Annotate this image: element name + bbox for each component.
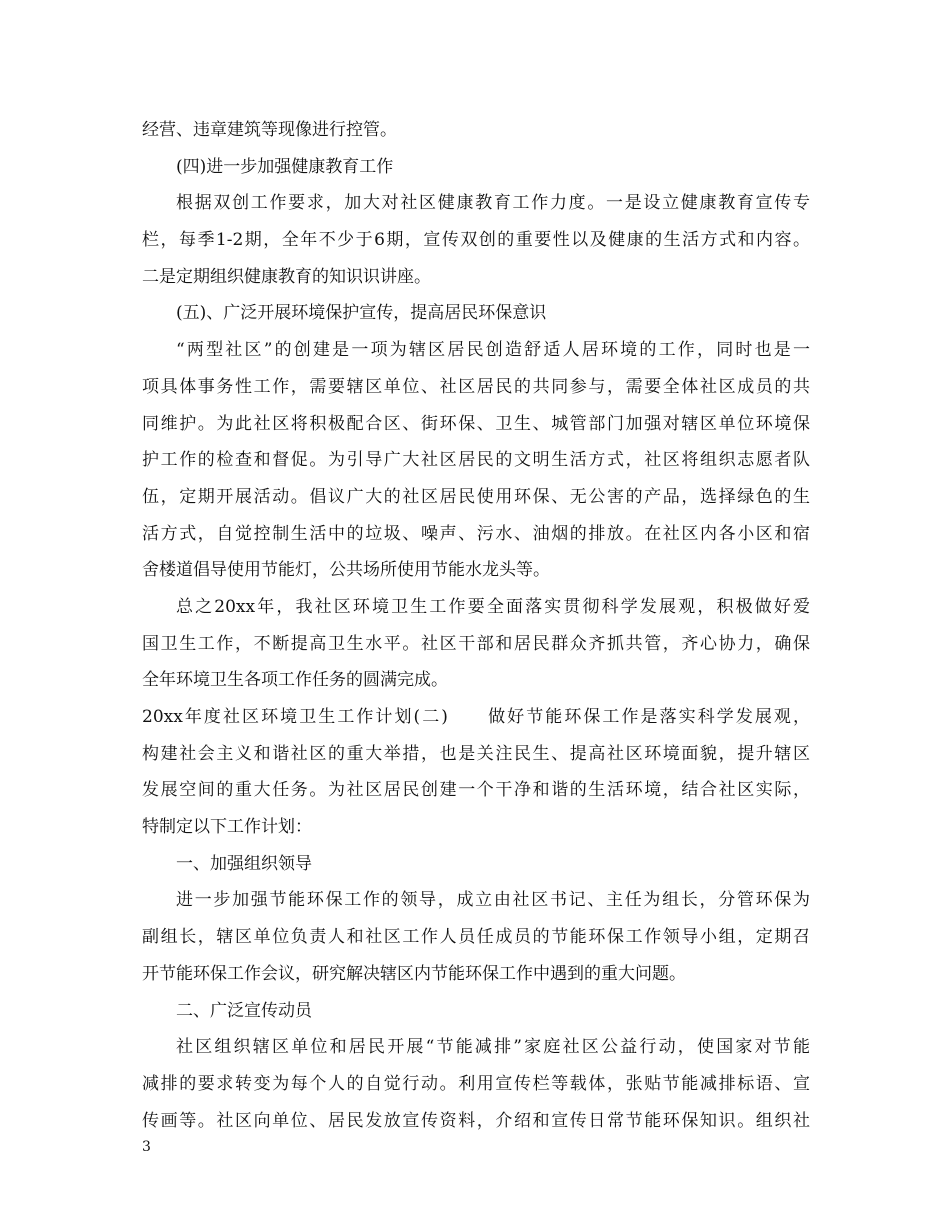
text-line: 项具体事务性工作，需要辖区单位、社区居民的共同参与，需要全体社区成员的共 bbox=[142, 376, 810, 397]
text-line: 社区组织辖区单位和居民开展“节能减排”家庭社区公益行动，使国家对节能 bbox=[176, 1037, 810, 1058]
text-line: 国卫生工作，不断提高卫生水平。社区干部和居民群众齐抓共管，齐心协力，确保 bbox=[142, 633, 810, 654]
text-line: 二、广泛宣传动员 bbox=[176, 1000, 312, 1021]
body-text bbox=[142, 112, 810, 1139]
text-line: 经营、违章建筑等现像进行控管。 bbox=[142, 120, 397, 140]
text-line: 护工作的检查和督促。为引导广大社区居民的文明生活方式，社区将组织志愿者队 bbox=[142, 450, 810, 471]
text-line: 开节能环保工作会议，研究解决辖区内节能环保工作中遇到的重大问题。 bbox=[142, 963, 686, 984]
text-line: “两型社区”的创建是一项为辖区居民创造舒适人居环境的工作，同时也是一 bbox=[176, 340, 810, 361]
text-line: (四)进一步加强健康教育工作 bbox=[176, 156, 394, 177]
text-line: 一、加强组织领导 bbox=[176, 853, 312, 874]
text-line: 二是定期组织健康教育的知识识讲座。 bbox=[142, 266, 431, 287]
text-line: 活方式，自觉控制生活中的垃圾、噪声、污水、油烟的排放。在社区内各小区和宿 bbox=[142, 523, 810, 544]
text-line: 副组长，辖区单位负责人和社区工作人员任成员的节能环保工作领导小组，定期召 bbox=[142, 927, 810, 948]
text-line: 全年环境卫生各项工作任务的圆满完成。 bbox=[142, 670, 448, 691]
text-line: 20xx年度社区环境卫生工作计划(二) 做好节能环保工作是落实科学发展观， bbox=[142, 707, 810, 727]
text-line: 根据双创工作要求，加大对社区健康教育工作力度。一是设立健康教育宣传专 bbox=[176, 193, 810, 214]
text-line: 总之20xx年，我社区环境卫生工作要全面落实贯彻科学发展观，积极做好爱 bbox=[176, 596, 810, 617]
text-line: 构建社会主义和谐社区的重大举措，也是关注民生、提高社区环境面貌，提升辖区 bbox=[142, 743, 810, 764]
text-line: 发展空间的重大任务。为社区居民创建一个干净和谐的生活环境，结合社区实际， bbox=[142, 780, 810, 801]
text-line: 传画等。社区向单位、居民发放宣传资料，介绍和宣传日常节能环保知识。组织社 bbox=[142, 1110, 810, 1131]
text-line: 栏，每季1-2期，全年不少于6期，宣传双创的重要性以及健康的生活方式和内容。 bbox=[142, 230, 810, 251]
text-line: 减排的要求转变为每个人的自觉行动。利用宣传栏等载体，张贴节能减排标语、宣 bbox=[142, 1073, 810, 1094]
text-line: 同维护。为此社区将积极配合区、街环保、卫生、城管部门加强对辖区单位环境保 bbox=[142, 413, 810, 434]
text-line: (五)、广泛开展环境保护宣传，提高居民环保意识 bbox=[176, 303, 547, 324]
text-line: 进一步加强节能环保工作的领导，成立由社区书记、主任为组长，分管环保为 bbox=[176, 890, 810, 911]
page-number: 3 bbox=[142, 1139, 151, 1155]
text-line: 舍楼道倡导使用节能灯，公共场所使用节能水龙头等。 bbox=[142, 560, 550, 581]
text-line: 伍，定期开展活动。倡议广大的社区居民使用环保、无公害的产品，选择绿色的生 bbox=[142, 486, 810, 507]
text-line: 特制定以下工作计划： bbox=[142, 817, 312, 838]
